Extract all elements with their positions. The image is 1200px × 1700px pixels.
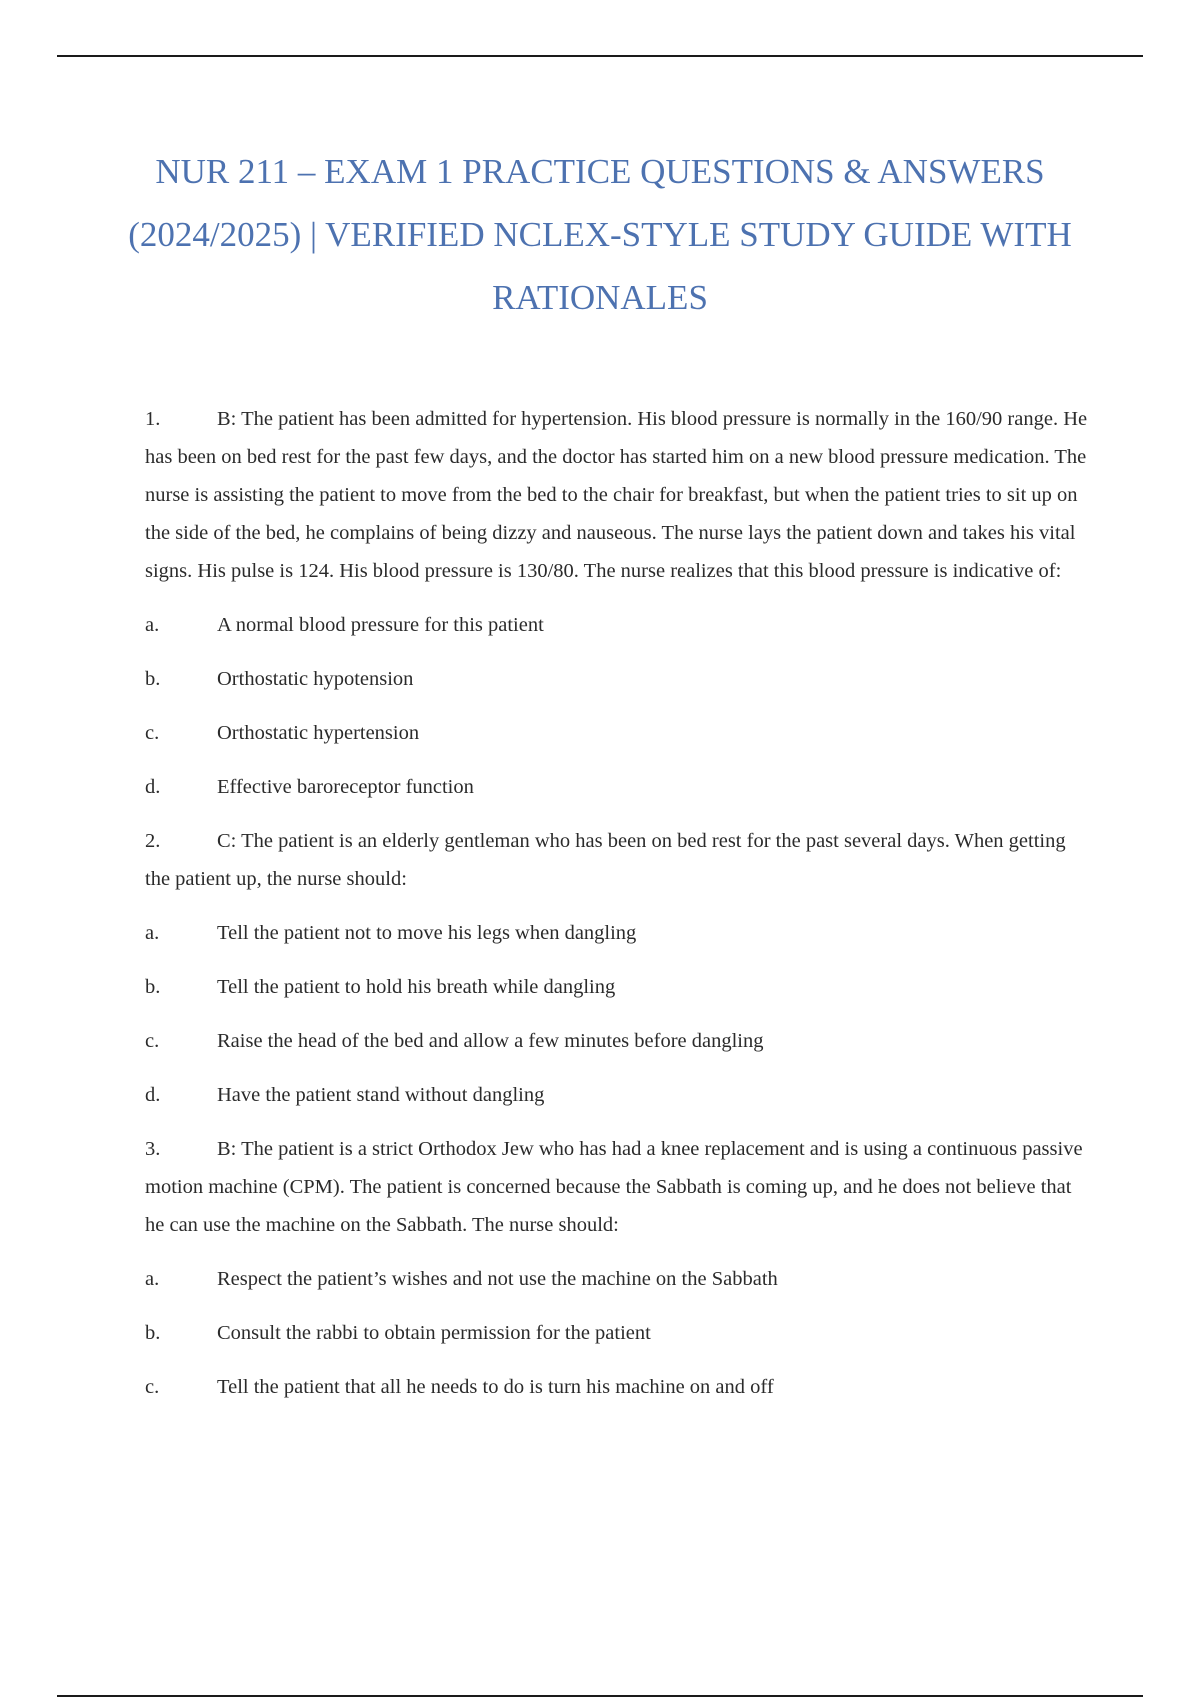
option-text: Tell the patient not to move his legs when dangling xyxy=(217,922,637,944)
option-3c xyxy=(145,1368,1095,1406)
option-3a xyxy=(145,1260,1095,1298)
option-text: Have the patient stand without dangling xyxy=(217,1084,545,1106)
option-1a xyxy=(145,606,1095,644)
option-text: Effective baroreceptor function xyxy=(217,776,474,798)
option-text: Respect the patient’s wishes and not use the machine on the Sabbath xyxy=(217,1268,778,1290)
option-1b xyxy=(145,660,1095,698)
option-letter: a. xyxy=(145,1268,160,1290)
option-2d xyxy=(145,1076,1095,1114)
option-2c xyxy=(145,1022,1095,1060)
document-title: NUR 211 – EXAM 1 PRACTICE QUESTIONS & ANSWERS (2024/2025) | VERIFIED NCLEX-STYLE STUDY GUIDE WITH RATIONALES xyxy=(128,152,1072,317)
option-text: A normal blood pressure for this patient xyxy=(217,614,544,636)
question-text: B: The patient has been admitted for hypertension. His blood pressure is normally in the 160/90 range. He has been on bed rest for the past few days, and the doctor has started him on a new blood pressure medication. The nurse is assisting the patient to move from the bed to the chair for breakfast, but when the patient tries to sit up on the side of the bed, he complains of being dizzy and nauseous. The nurse lays the patient down and takes his vital signs. His pulse is 124. His blood pressure is 130/80. The nurse realizes that this blood pressure is indicative of: xyxy=(145,408,1088,582)
question-2 xyxy=(145,822,1095,898)
option-text: Orthostatic hypotension xyxy=(217,668,414,690)
question-text: B: The patient is a strict Orthodox Jew who has had a knee replacement and is using a continuous passive motion machine (CPM). The patient is concerned because the Sabbath is coming up, and he does not believe that he can use the machine on the Sabbath. The nurse should: xyxy=(145,1138,1083,1236)
option-3b xyxy=(145,1314,1095,1352)
option-letter: c. xyxy=(145,1376,160,1398)
option-text: Consult the rabbi to obtain permission for the patient xyxy=(217,1322,651,1344)
question-number: 1. xyxy=(145,408,161,430)
option-letter: c. xyxy=(145,1030,160,1052)
option-text: Tell the patient to hold his breath while dangling xyxy=(217,976,616,998)
option-letter: d. xyxy=(145,776,161,798)
question-number: 2. xyxy=(145,830,161,852)
question-3 xyxy=(145,1130,1095,1244)
option-letter: a. xyxy=(145,614,160,636)
option-text: Tell the patient that all he needs to do is turn his machine on and off xyxy=(217,1376,774,1398)
option-text: Raise the head of the bed and allow a few minutes before dangling xyxy=(217,1030,764,1052)
option-letter: a. xyxy=(145,922,160,944)
option-letter: b. xyxy=(145,1322,161,1344)
bottom-rule xyxy=(57,1695,1143,1697)
top-rule xyxy=(57,55,1143,57)
option-letter: d. xyxy=(145,1084,161,1106)
option-2a xyxy=(145,914,1095,952)
option-letter: b. xyxy=(145,976,161,998)
option-text: Orthostatic hypertension xyxy=(217,722,420,744)
option-1d xyxy=(145,768,1095,806)
option-letter: b. xyxy=(145,668,161,690)
question-text: C: The patient is an elderly gentleman who has been on bed rest for the past several days. When getting the patient up, the nurse should: xyxy=(145,830,1066,890)
question-number: 3. xyxy=(145,1138,161,1160)
questions-list xyxy=(145,400,1095,1422)
question-1 xyxy=(145,400,1095,590)
option-2b xyxy=(145,968,1095,1006)
option-letter: c. xyxy=(145,722,160,744)
option-1c xyxy=(145,714,1095,752)
